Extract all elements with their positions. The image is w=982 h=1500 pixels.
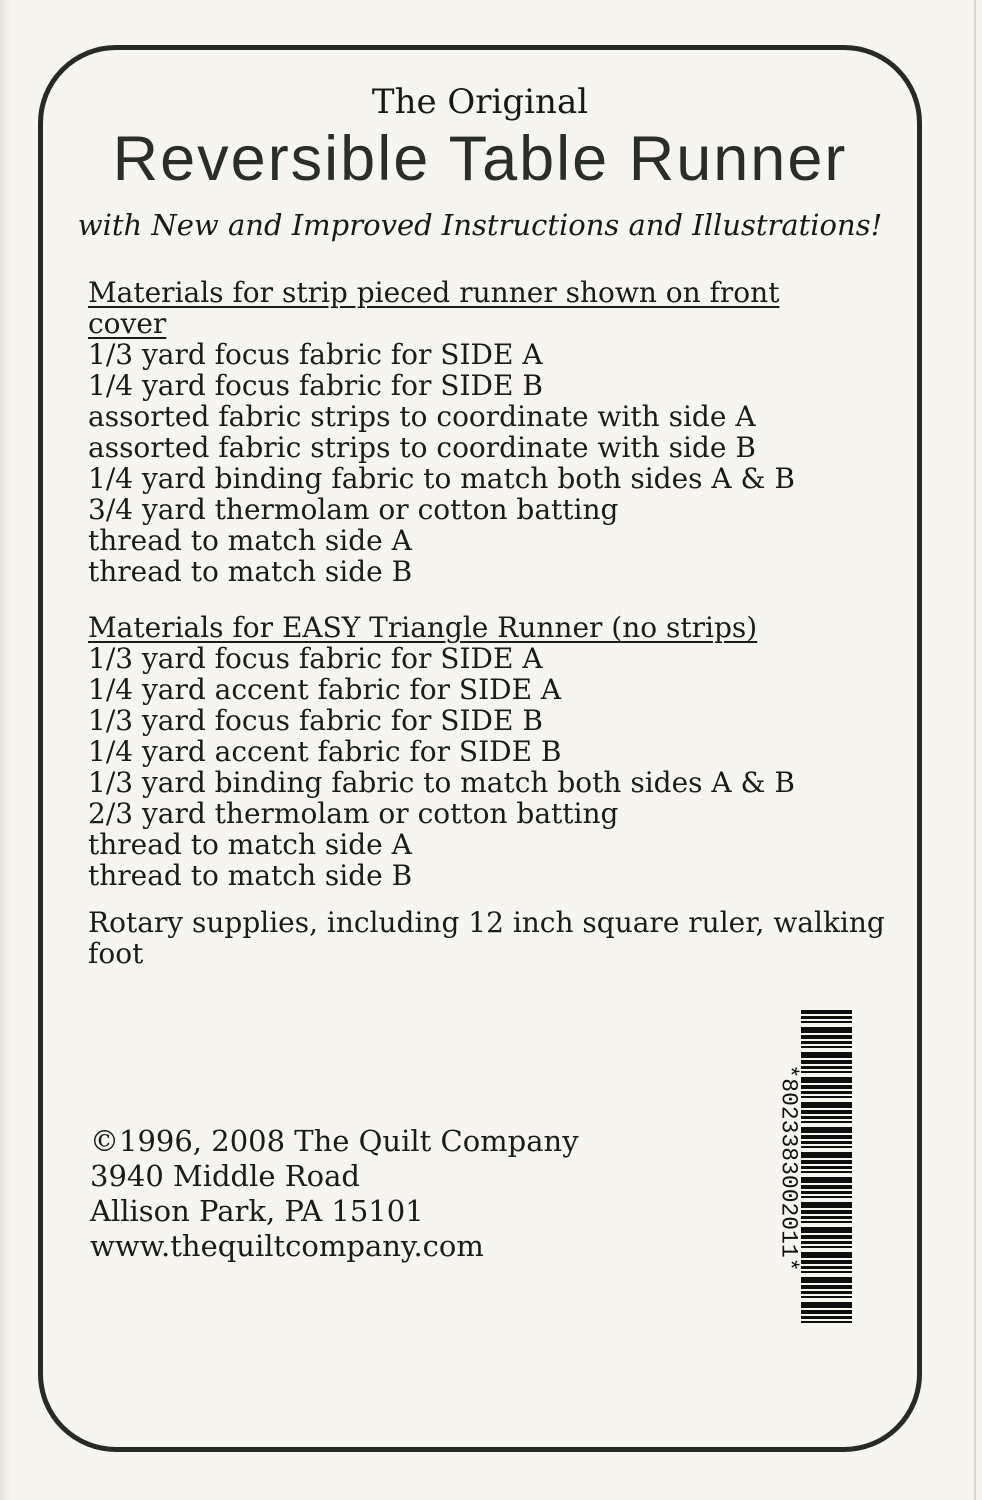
address-line-1: 3940 Middle Road	[90, 1159, 360, 1193]
subtitle: with New and Improved Instructions and Illustrations!	[77, 208, 883, 242]
copyright-line: ©1996, 2008 The Quilt Company	[90, 1124, 579, 1158]
list-item: 1/3 yard binding fabric to match both sides A & B	[88, 766, 795, 799]
list-item: thread to match side B	[88, 555, 413, 588]
barcode-bars	[801, 1010, 852, 1326]
list-item: thread to match side A	[88, 828, 412, 861]
barcode-number: *8023383002011*	[776, 1064, 803, 1272]
publisher-block	[90, 1124, 610, 1264]
barcode-number-wrap	[776, 1010, 803, 1326]
list-item: 1/4 yard focus fabric for SIDE B	[88, 369, 543, 402]
section-heading: Materials for strip pieced runner shown on front cover	[88, 276, 780, 340]
scan-edge-shade	[0, 0, 10, 1500]
list-item: assorted fabric strips to coordinate with side A	[88, 400, 756, 433]
list-item: 1/4 yard binding fabric to match both sides A & B	[88, 462, 795, 495]
list-item: thread to match side B	[88, 859, 413, 892]
list-item: 1/4 yard accent fabric for SIDE B	[88, 735, 562, 768]
list-item: 1/3 yard focus fabric for SIDE A	[88, 338, 543, 371]
page-title: Reversible Table Runner	[112, 124, 848, 194]
list-item: 3/4 yard thermolam or cotton batting	[88, 493, 619, 526]
list-item: 1/3 yard focus fabric for SIDE B	[88, 704, 543, 737]
list-item: thread to match side A	[88, 524, 412, 557]
supplies-note: Rotary supplies, including 12 inch square ruler, walking foot	[88, 906, 885, 970]
section-heading: Materials for EASY Triangle Runner (no strips)	[88, 611, 758, 644]
materials-section-easy-triangle	[88, 612, 828, 891]
title-small: The Original	[371, 82, 589, 122]
materials-section-strip-pieced	[88, 277, 828, 587]
address-line-2: Allison Park, PA 15101	[90, 1194, 424, 1228]
barcode	[778, 1010, 852, 1326]
list-item: assorted fabric strips to coordinate with side B	[88, 431, 756, 464]
scan-edge-line	[974, 0, 976, 1500]
list-item: 1/4 yard accent fabric for SIDE A	[88, 673, 562, 706]
list-item: 1/3 yard focus fabric for SIDE A	[88, 642, 543, 675]
website-url: www.thequiltcompany.com	[90, 1229, 484, 1263]
list-item: 2/3 yard thermolam or cotton batting	[88, 797, 619, 830]
